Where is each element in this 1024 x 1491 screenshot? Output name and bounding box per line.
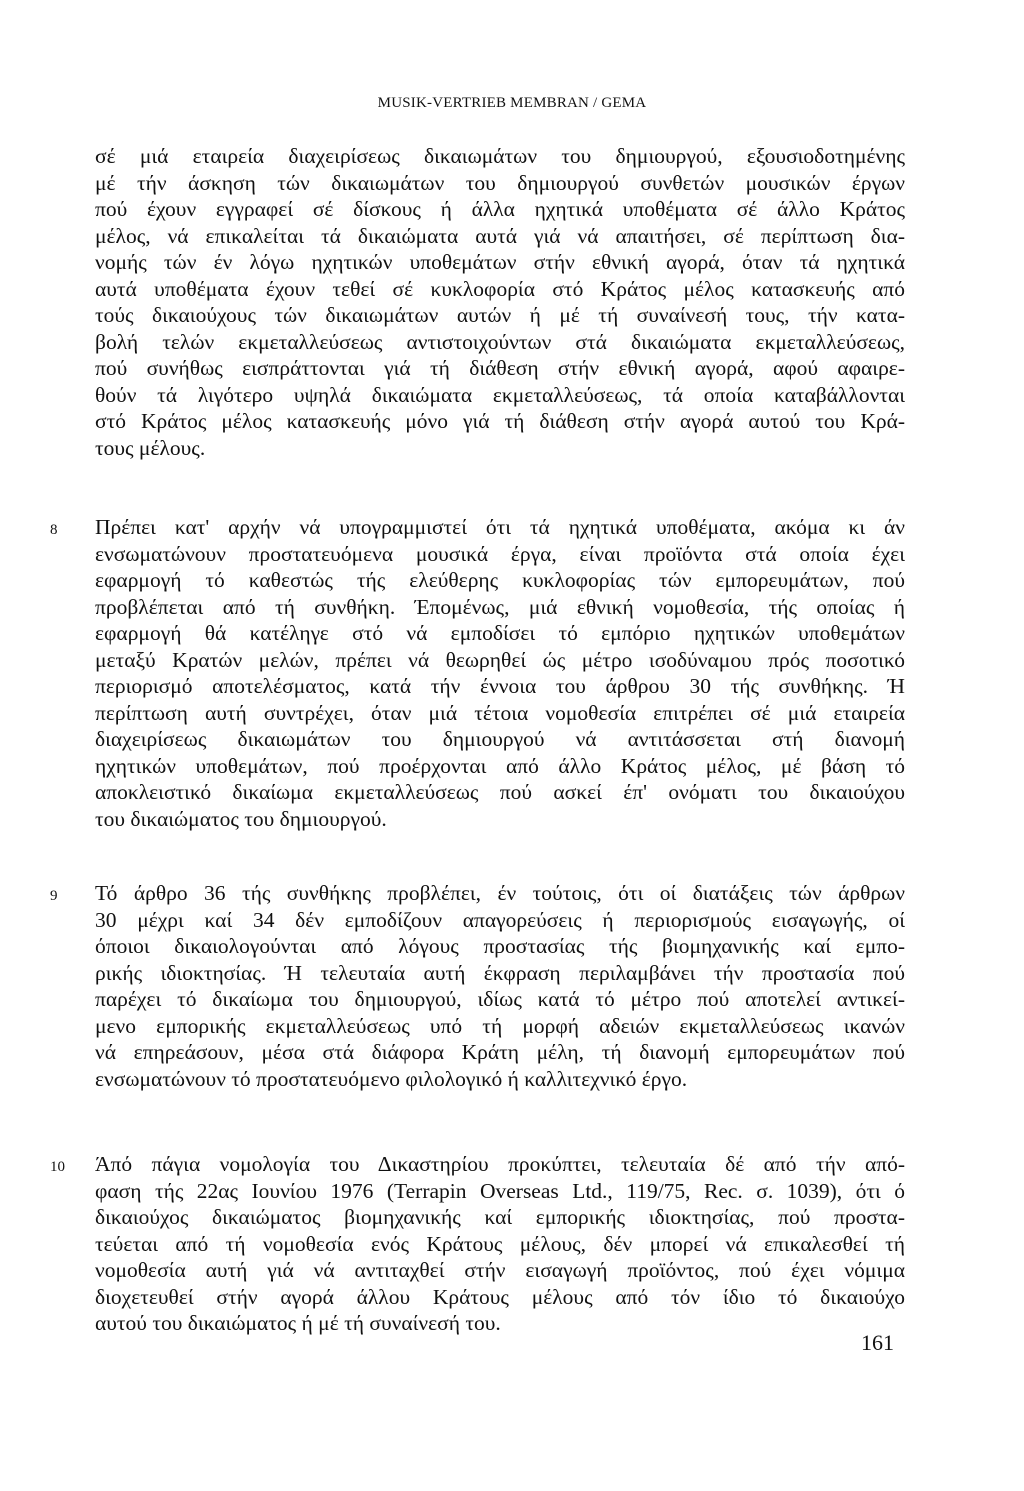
- paragraph-number: 8: [50, 522, 58, 538]
- text-line: σέ μιά εταιρεία διαχειρίσεως δικαιωμάτων του δημιουργού, εξουσιοδοτημένης: [95, 144, 905, 168]
- text-line: αυτού του δικαιώματος ή μέ τή συναίνεσή του.: [95, 1311, 501, 1335]
- text-line: νά επηρεάσουν, μέσα στά διάφορα Κράτη μέλη, τή διανομή εμπορευμάτων πού: [95, 1040, 905, 1064]
- text-line: περιορισμό αποτελέσματος, κατά τήν έννοια του άρθρου 30 τής συνθήκης. Ή: [95, 674, 905, 698]
- paragraph-8: [95, 514, 905, 832]
- paragraph-number: 9: [50, 888, 58, 904]
- text-line: νομοθεσία αυτή γιά νά αντιταχθεί στήν εισαγωγή προϊόντος, πού έχει νόμιμα: [95, 1258, 905, 1282]
- text-line: πού έχουν εγγραφεί σέ δίσκους ή άλλα ηχητικά υποθέματα σέ άλλο Κράτος: [95, 197, 905, 221]
- text-line: πού συνήθως εισπράττονται γιά τή διάθεση στήν εθνική αγορά, αφού αφαιρε-: [95, 356, 905, 380]
- text-line: μενο εμπορικής εκμεταλλεύσεως υπό τή μορφή αδειών εκμεταλλεύσεως ικανών: [95, 1013, 905, 1038]
- page-number: 161: [861, 1330, 894, 1355]
- text-line: του δικαιώματος του δημιουργού.: [95, 806, 387, 831]
- text-line: μέλος, νά επικαλείται τά δικαιώματα αυτά γιά νά απαιτήσει, σέ περίπτωση δια-: [95, 223, 905, 248]
- text-line: μεταξύ Κρατών μελών, πρέπει νά θεωρηθεί ώς μέτρο ισοδύναμου πρός ποσοτικό: [95, 647, 905, 672]
- paragraph-continuation: [95, 143, 905, 461]
- text-line: αποκλειστικό δικαίωμα εκμεταλλεύσεως πού ασκεί έπ' ονόματι του δικαιούχου: [95, 780, 905, 804]
- text-line: 30 μέχρι καί 34 δέν εμποδίζουν απαγορεύσεις ή περιορισμούς εισαγωγής, οί: [95, 907, 905, 932]
- text-line: ενσωματώνουν προστατευόμενα μουσικά έργα, είναι προϊόντα στά οποία έχει: [95, 541, 905, 566]
- text-line: βολή τελών εκμεταλλεύσεως αντιστοιχούντων στά δικαιώματα εκμεταλλεύσεως,: [95, 329, 905, 354]
- text-line: στό Κράτος μέλος κατασκευής μόνο γιά τή διάθεση στήν αγορά αυτού του Κρά-: [95, 409, 905, 433]
- text-line: τούς δικαιούχους τών δικαιωμάτων αυτών ή μέ τή συναίνεσή τους, τήν κατα-: [95, 303, 905, 327]
- text-line: Πρέπει κατ' αρχήν νά υπογραμμιστεί ότι τά ηχητικά υποθέματα, ακόμα κι άν: [95, 515, 905, 539]
- text-line: τους μέλους.: [95, 435, 206, 460]
- text-line: εφαρμογή θά κατέληγε στό νά εμποδίσει τό εμπόριο ηχητικών υποθεμάτων: [95, 621, 905, 645]
- text-line: δικαιούχος δικαιώματος βιομηχανικής καί εμπορικής ιδιοκτησίας, πού προστα-: [95, 1205, 905, 1229]
- text-line: μέ τήν άσκηση τών δικαιωμάτων του δημιουργού συνθετών μουσικών έργων: [95, 170, 905, 195]
- paragraph-number: 10: [50, 1159, 65, 1175]
- text-line: εφαρμογή τό καθεστώς τής ελεύθερης κυκλοφορίας τών εμπορευμάτων, πού: [95, 568, 905, 592]
- text-line: φαση τής 22ας Ιουνίου 1976 (Terrapin Overseas Ltd., 119/75, Rec. σ. 1039), ότι ό: [95, 1178, 905, 1203]
- text-line: Άπό πάγια νομολογία του Δικαστηρίου προκύπτει, τελευταία δέ από τήν από-: [95, 1152, 905, 1176]
- text-line: προβλέπεται από τή συνθήκη. Έπομένως, μιά εθνική νομοθεσία, τής οποίας ή: [95, 594, 905, 619]
- paragraph-10: [95, 1151, 905, 1337]
- text-line: παρέχει τό δικαίωμα του δημιουργού, ιδίως κατά τό μέτρο πού αποτελεί αντικεί-: [95, 987, 905, 1011]
- text-line: ηχητικών υποθεμάτων, πού προέρχονται από άλλο Κράτος μέλος, μέ βάση τό: [95, 753, 905, 778]
- text-line: θούν τά λιγότερο υψηλά δικαιώματα εκμεταλλεύσεως, τά οποία καταβάλλονται: [95, 382, 905, 407]
- paragraph-9: [95, 880, 905, 1092]
- text-line: όποιοι δικαιολογούνται από λόγους προστασίας τής βιομηχανικής καί εμπο-: [95, 934, 905, 958]
- text-line: Τό άρθρο 36 τής συνθήκης προβλέπει, έν τούτοις, ότι οί διατάξεις τών άρθρων: [95, 881, 905, 905]
- running-head: MUSIK-VERTRIEB MEMBRAN / GEMA: [377, 95, 647, 111]
- text-line: νομής τών έν λόγω ηχητικών υποθεμάτων στήν εθνική αγορά, όταν τά ηχητικά: [95, 250, 905, 274]
- text-line: περίπτωση αυτή συντρέχει, όταν μιά τέτοια νομοθεσία επιτρέπει σέ μιά εταιρεία: [95, 700, 905, 725]
- text-line: διοχετευθεί στήν αγορά άλλου Κράτους μέλους από τόν ίδιο τό δικαιούχο: [95, 1284, 905, 1309]
- text-line: ρικής ιδιοκτησίας. Ή τελευταία αυτή έκφραση περιλαμβάνει τήν προστασία πού: [95, 960, 905, 985]
- text-line: αυτά υποθέματα έχουν τεθεί σέ κυκλοφορία στό Κράτος μέλος κατασκευής από: [95, 276, 905, 301]
- text-line: ενσωματώνουν τό προστατευόμενο φιλολογικό ή καλλιτεχνικό έργο.: [95, 1066, 688, 1091]
- text-line: τεύεται από τή νομοθεσία ενός Κράτους μέλους, δέν μπορεί νά επικαλεσθεί τή: [95, 1231, 905, 1256]
- text-line: διαχειρίσεως δικαιωμάτων του δημιουργού νά αντιτάσσεται στή διανομή: [95, 727, 905, 751]
